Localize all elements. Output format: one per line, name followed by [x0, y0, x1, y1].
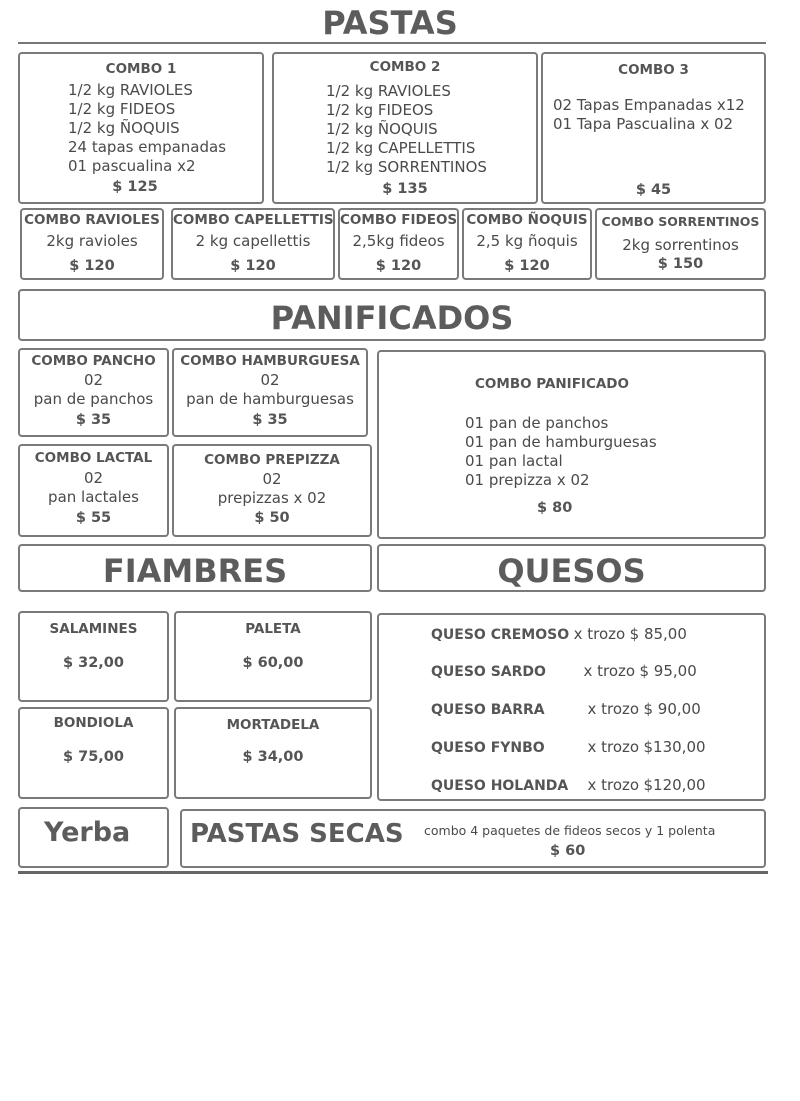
combo-lactal-price: $ 55	[75, 510, 112, 526]
yerba-box	[18, 807, 169, 868]
bottom-rule	[18, 871, 768, 874]
combo-panificado-price: $ 80	[537, 500, 573, 516]
combo-pancho-title: COMBO PANCHO	[31, 353, 156, 369]
fiambre-paleta-price: $ 60,00	[242, 655, 304, 671]
queso-row	[431, 700, 701, 718]
combo-1-title: COMBO 1	[105, 61, 177, 77]
fiambres-header-box	[18, 544, 372, 592]
pastas-secas-desc: combo 4 paquetes de fideos secos y 1 polenta	[424, 823, 716, 838]
fiambre-paleta-card	[174, 611, 372, 702]
pastas-secas-price: $ 60	[550, 843, 586, 859]
combo-fideos-price: $ 120	[375, 258, 422, 274]
pastas-heading: PASTAS	[322, 4, 458, 42]
combo-2-title: COMBO 2	[369, 59, 441, 75]
queso-name: QUESO SARDO	[431, 664, 546, 680]
combo-prepizza-price: $ 50	[254, 510, 290, 526]
combo-2-items	[326, 82, 487, 177]
combo-hamburguesa-desc: pan de hamburguesas	[186, 390, 354, 408]
queso-price: $ 85,00	[629, 625, 687, 643]
queso-price: $ 90,00	[643, 700, 701, 718]
combo-ravioles-card	[20, 208, 164, 280]
quesos-heading: QUESOS	[497, 552, 646, 590]
combo-lactal-title: COMBO LACTAL	[34, 450, 153, 466]
combo-panificado-item: 01 prepizza x 02	[465, 471, 590, 489]
quesos-header-box	[377, 544, 766, 592]
yerba-heading: Yerba	[44, 817, 131, 848]
combo-sorrentinos-desc: 2kg sorrentinos	[622, 236, 739, 254]
combo-noquis-card	[462, 208, 592, 280]
combo-pancho-card	[18, 348, 169, 437]
combo-1-item: 1/2 kg FIDEOS	[68, 100, 176, 118]
queso-unit: x trozo	[573, 625, 626, 643]
combo-noquis-desc: 2,5 kg ñoquis	[476, 232, 578, 250]
combo-2-price: $ 135	[382, 181, 428, 197]
combo-capellettis-card	[171, 208, 335, 280]
combo-2-item: 1/2 kg ÑOQUIS	[326, 120, 438, 138]
combo-hamburguesa-title: COMBO HAMBURGUESA	[180, 353, 360, 369]
combo-sorrentinos-card	[595, 208, 766, 280]
combo-panificado-item: 01 pan lactal	[465, 452, 563, 470]
combo-3-card	[541, 52, 766, 204]
combo-sorrentinos-price: $ 150	[657, 256, 704, 272]
fiambre-paleta-name: PALETA	[245, 621, 301, 637]
combo-1-item: 01 pascualina x2	[68, 157, 196, 175]
combo-prepizza-title: COMBO PREPIZZA	[204, 452, 340, 468]
combo-3-price: $ 45	[635, 182, 672, 198]
combo-2-item: 1/2 kg CAPELLETTIS	[326, 139, 476, 157]
fiambre-mortadela-price: $ 34,00	[242, 749, 304, 765]
combo-pancho-desc: pan de panchos	[33, 390, 154, 408]
pastas-secas-box	[180, 809, 766, 868]
combo-pancho-price: $ 35	[75, 412, 112, 428]
combo-panificado-item: 01 pan de hamburguesas	[465, 433, 657, 451]
queso-price: $ 95,00	[639, 662, 697, 680]
combo-1-item: 1/2 kg ÑOQUIS	[68, 119, 180, 137]
combo-1-item: 24 tapas empanadas	[68, 138, 227, 156]
combo-fideos-card	[338, 208, 459, 280]
combo-prepizza-desc: prepizzas x 02	[217, 489, 327, 507]
combo-1-item: 1/2 kg RAVIOLES	[68, 81, 193, 99]
combo-pancho-qty: 02	[83, 371, 104, 389]
queso-unit: x trozo	[587, 700, 640, 718]
combo-1-items	[68, 81, 226, 176]
combo-3-title: COMBO 3	[618, 62, 689, 78]
queso-unit: x trozo	[587, 738, 640, 756]
queso-row	[431, 662, 697, 680]
combo-hamburguesa-qty: 02	[260, 371, 280, 389]
fiambre-bondiola-name: BONDIOLA	[53, 715, 134, 731]
queso-row	[431, 738, 706, 756]
combo-2-item: 1/2 kg RAVIOLES	[326, 82, 451, 100]
combo-lactal-qty: 02	[83, 469, 104, 487]
combo-capellettis-desc: 2 kg capellettis	[195, 232, 311, 250]
fiambre-salamines-name: SALAMINES	[49, 621, 138, 637]
combo-prepizza-qty: 02	[262, 470, 282, 488]
combo-3-item: 01 Tapa Pascualina x 02	[553, 115, 734, 133]
combo-panificado-item: 01 pan de panchos	[465, 414, 609, 432]
fiambre-bondiola-price: $ 75,00	[62, 749, 124, 765]
combo-3-item: 02 Tapas Empanadas x12	[553, 96, 745, 114]
queso-row	[431, 625, 687, 643]
combo-2-card	[272, 52, 538, 204]
combo-capellettis-price: $ 120	[230, 258, 276, 274]
combo-ravioles-desc: 2kg ravioles	[46, 232, 138, 250]
combo-panificado-card	[377, 350, 766, 539]
combo-hamburguesa-price: $ 35	[252, 412, 288, 428]
pastas-divider	[18, 42, 766, 44]
fiambre-salamines-card	[18, 611, 169, 702]
combo-capellettis-title: COMBO CAPELLETTIS	[173, 212, 334, 228]
queso-price: $130,00	[643, 738, 706, 756]
combo-3-items	[553, 96, 745, 134]
queso-unit: x trozo	[583, 662, 636, 680]
quesos-list-card	[377, 613, 766, 801]
panificados-heading: PANIFICADOS	[270, 299, 514, 337]
panificados-header-box	[18, 289, 766, 341]
combo-2-item: 1/2 kg SORRENTINOS	[326, 158, 487, 176]
combo-hamburguesa-card	[172, 348, 368, 437]
fiambre-salamines-price: $ 32,00	[62, 655, 124, 671]
combo-noquis-price: $ 120	[504, 258, 550, 274]
fiambres-heading: FIAMBRES	[102, 552, 288, 590]
combo-2-item: 1/2 kg FIDEOS	[326, 101, 434, 119]
combo-noquis-title: COMBO ÑOQUIS	[466, 212, 588, 228]
queso-row	[431, 776, 706, 794]
pastas-secas-heading: PASTAS SECAS	[190, 819, 404, 849]
queso-name: QUESO BARRA	[431, 702, 545, 718]
fiambre-mortadela-card	[174, 707, 372, 799]
combo-lactal-desc: pan lactales	[48, 488, 139, 506]
combo-1-card	[18, 52, 264, 204]
combo-ravioles-title: COMBO RAVIOLES	[24, 212, 160, 228]
queso-name: QUESO FYNBO	[431, 740, 545, 756]
fiambre-mortadela-name: MORTADELA	[226, 717, 320, 733]
combo-panificado-items	[465, 414, 657, 490]
queso-name: QUESO CREMOSO	[431, 627, 570, 643]
queso-name: QUESO HOLANDA	[431, 778, 569, 794]
combo-1-price: $ 125	[112, 179, 158, 195]
queso-price: $120,00	[643, 776, 706, 794]
combo-prepizza-card	[172, 444, 372, 537]
combo-fideos-title: COMBO FIDEOS	[340, 212, 458, 228]
combo-panificado-title: COMBO PANIFICADO	[475, 376, 629, 392]
combo-lactal-card	[18, 444, 169, 537]
combo-ravioles-price: $ 120	[69, 258, 115, 274]
combo-fideos-desc: 2,5kg fideos	[352, 232, 445, 250]
combo-sorrentinos-title: COMBO SORRENTINOS	[601, 214, 760, 229]
fiambre-bondiola-card	[18, 707, 169, 799]
queso-unit: x trozo	[587, 776, 640, 794]
